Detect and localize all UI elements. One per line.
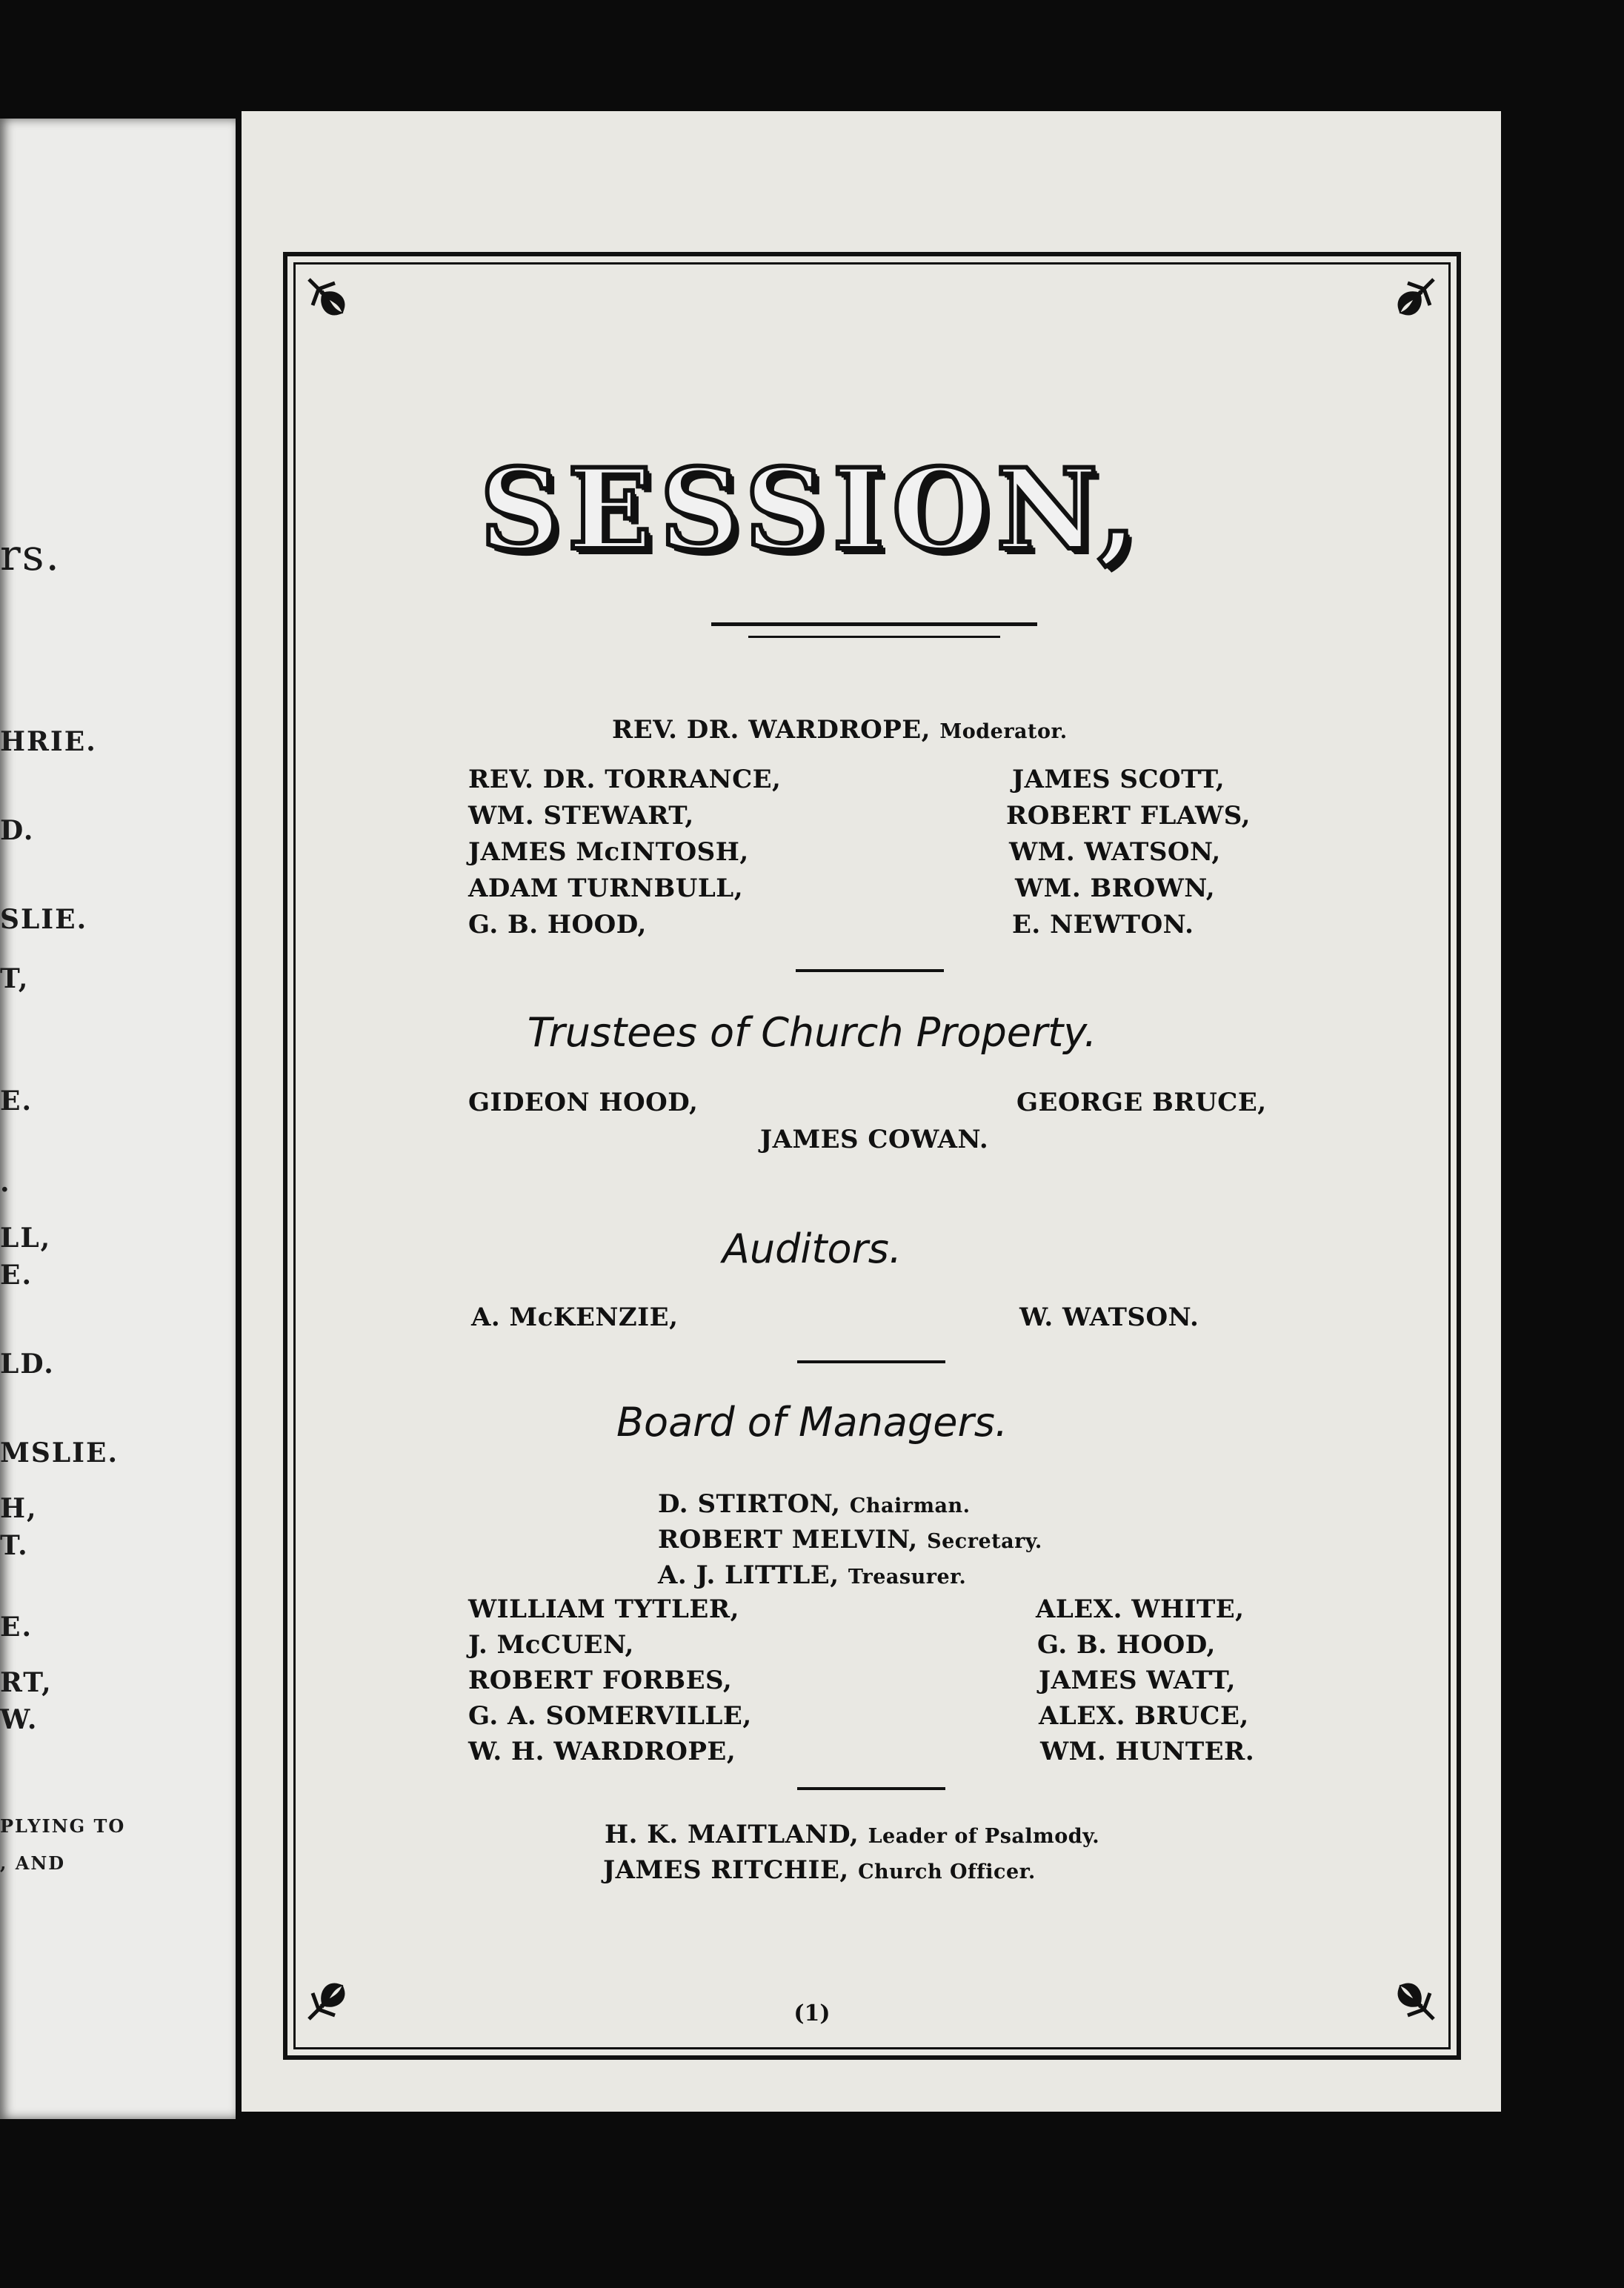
manager-name: ROBERT FORBES,: [468, 1666, 733, 1695]
session-member: REV. DR. TORRANCE,: [468, 765, 782, 794]
page-number: (1): [793, 2001, 831, 2026]
auditors-heading: Auditors.: [722, 1226, 902, 1272]
auditor-name: A. McKENZIE,: [471, 1303, 679, 1332]
manager-name: ALEX. WHITE,: [1036, 1594, 1245, 1624]
left-page-fragment: , AND: [0, 1852, 66, 1874]
session-member: ROBERT FLAWS,: [1006, 801, 1251, 831]
left-page-fragment: PLYING TO: [0, 1815, 126, 1837]
manager-name: G. A. SOMERVILLE,: [468, 1701, 752, 1731]
left-page-fragment: MSLIE.: [0, 1437, 119, 1469]
corner-ornament-icon: [1385, 276, 1437, 327]
managers-heading: Board of Managers.: [616, 1399, 1008, 1446]
manager-name: ALEX. BRUCE,: [1039, 1701, 1249, 1731]
trustee-name: GIDEON HOOD,: [468, 1088, 699, 1117]
left-page-fragment: LL,: [0, 1223, 52, 1254]
session-member: WM. BROWN,: [1015, 874, 1216, 903]
manager-name: G. B. HOOD,: [1037, 1630, 1216, 1660]
left-page-fragment: E.: [0, 1085, 33, 1117]
left-page-fragment: RT,: [0, 1667, 53, 1698]
manager-officer: ROBERT MELVIN, Secretary.: [658, 1525, 1042, 1554]
session-member: ADAM TURNBULL,: [468, 874, 744, 903]
session-member: G. B. HOOD,: [468, 910, 647, 940]
left-page-fragment: T,: [0, 963, 30, 994]
manager-officer: A. J. LITTLE, Treasurer.: [658, 1560, 967, 1590]
session-member: E. NEWTON.: [1012, 910, 1194, 940]
church-officer: H. K. MAITLAND, Leader of Psalmody.: [605, 1820, 1100, 1849]
left-page-fragment: LD.: [0, 1348, 55, 1380]
moderator-name: REV. DR. WARDROPE, Moderator.: [612, 715, 1068, 745]
session-member: WM. WATSON,: [1009, 837, 1221, 867]
left-page-fragment: E.: [0, 1612, 33, 1643]
session-member: JAMES McINTOSH,: [468, 837, 749, 867]
left-page-fragment: HRIE.: [0, 726, 97, 757]
left-page-fragment: T.: [0, 1530, 29, 1561]
divider: [796, 969, 944, 972]
left-page-fragment: SLIE.: [0, 904, 88, 935]
left-page-fragment: .: [0, 1167, 11, 1198]
left-page-fragment: E.: [0, 1260, 33, 1291]
manager-name: J. McCUEN,: [468, 1630, 634, 1660]
left-page-fragment: W.: [0, 1704, 39, 1735]
session-member: WM. STEWART,: [468, 801, 694, 831]
auditor-name: W. WATSON.: [1019, 1303, 1199, 1332]
divider: [797, 1360, 945, 1363]
left-page-fragment: D.: [0, 815, 35, 846]
page-title: SESSION,: [479, 445, 1145, 575]
trustee-name: JAMES COWAN.: [760, 1125, 989, 1154]
left-page-fragment: H,: [0, 1493, 38, 1524]
corner-ornament-icon: [305, 276, 357, 327]
left-page: [0, 119, 236, 2119]
divider: [797, 1787, 945, 1790]
divider: [711, 622, 1037, 626]
trustee-name: GEORGE BRUCE,: [1016, 1088, 1267, 1117]
left-page-fragment: rs.: [0, 530, 61, 580]
church-officer: JAMES RITCHIE, Church Officer.: [603, 1855, 1036, 1885]
session-member: JAMES SCOTT,: [1012, 765, 1225, 794]
manager-name: JAMES WATT,: [1039, 1666, 1236, 1695]
divider: [748, 636, 1000, 638]
trustees-heading: Trustees of Church Property.: [527, 1009, 1097, 1056]
manager-officer: D. STIRTON, Chairman.: [658, 1489, 971, 1519]
manager-name: W. H. WARDROPE,: [468, 1737, 736, 1766]
manager-name: WILLIAM TYTLER,: [468, 1594, 739, 1624]
manager-name: WM. HUNTER.: [1040, 1737, 1255, 1766]
